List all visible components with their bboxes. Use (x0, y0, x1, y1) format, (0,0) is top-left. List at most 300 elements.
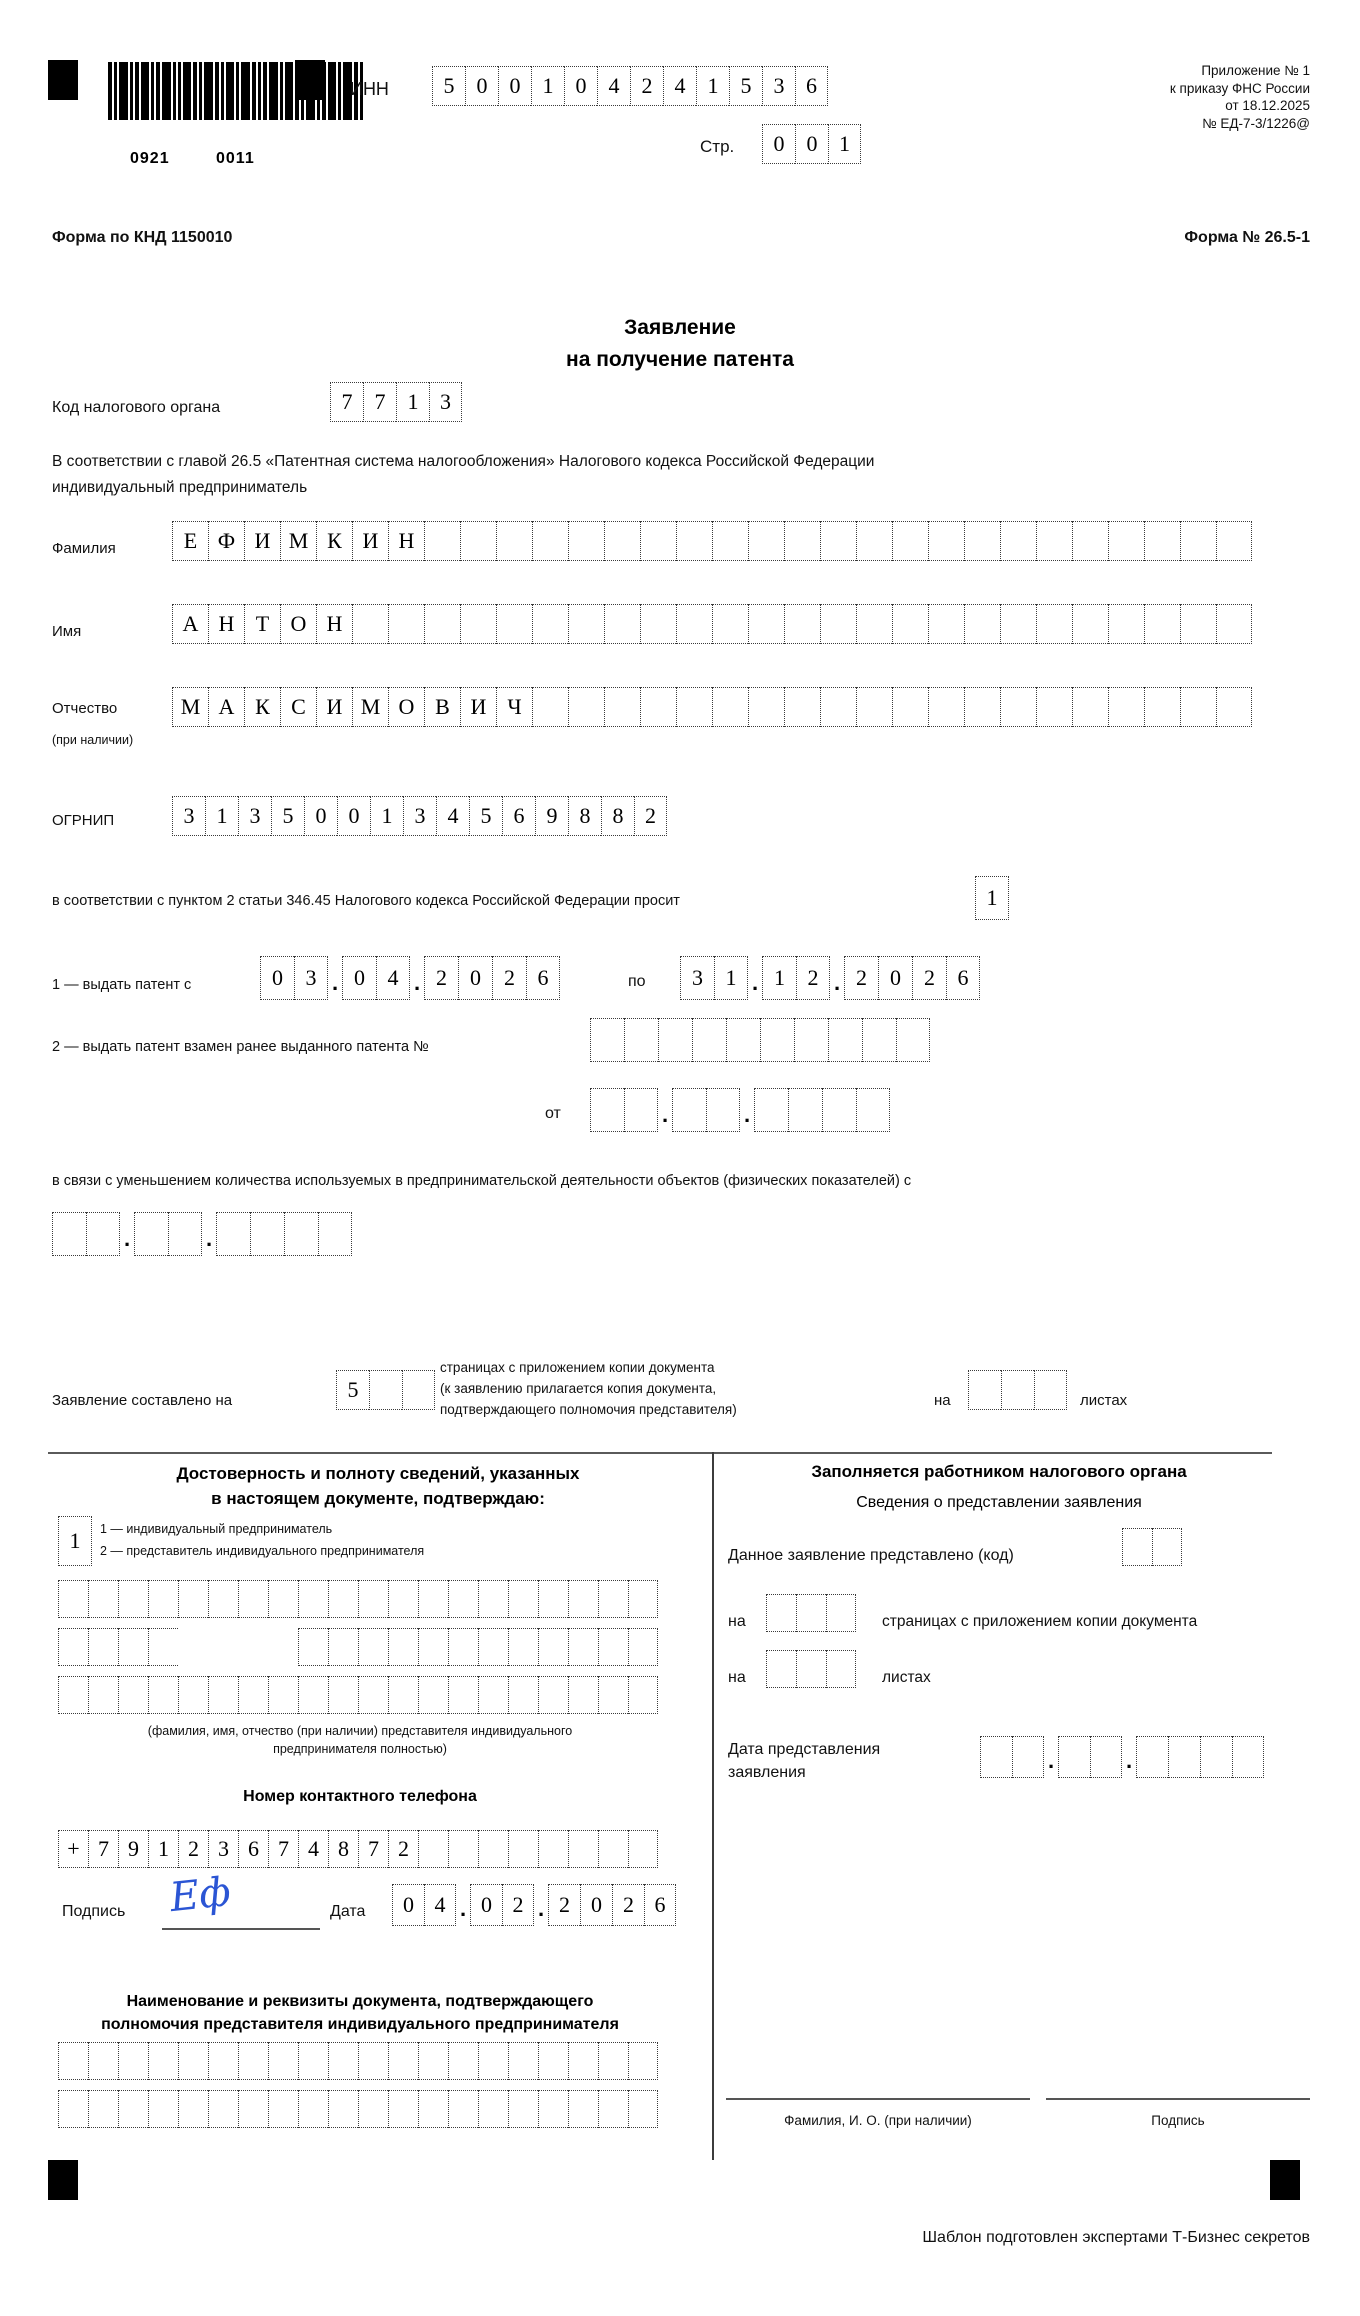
patent-date-to[interactable] (680, 956, 980, 1000)
reduction-date-year[interactable] (216, 1212, 352, 1256)
authority-doc-cell[interactable] (58, 2042, 88, 2080)
name-cell[interactable] (928, 604, 964, 644)
sign-date-year[interactable] (548, 1884, 676, 1926)
representative-name-cell[interactable] (448, 1580, 478, 1618)
sign-date-day[interactable] (392, 1884, 456, 1926)
inn-cell[interactable]: 3 (762, 66, 795, 106)
sheets-cell[interactable] (1034, 1370, 1067, 1410)
authority-doc-cell[interactable] (118, 2090, 148, 2128)
surname-cell[interactable]: И (244, 521, 280, 561)
page-number-field[interactable] (762, 124, 861, 164)
representative-name-cell[interactable] (358, 1580, 388, 1618)
date-cell[interactable]: 0 (458, 956, 492, 1000)
patronymic-cell[interactable] (820, 687, 856, 727)
surname-cell[interactable] (820, 521, 856, 561)
previous-patent-cell[interactable] (760, 1018, 794, 1062)
representative-name-cell[interactable] (598, 1676, 628, 1714)
previous-patent-cell[interactable] (896, 1018, 930, 1062)
authority-doc-cell[interactable] (298, 2042, 328, 2080)
authority-doc-row-1[interactable] (58, 2042, 658, 2080)
surname-cell[interactable] (460, 521, 496, 561)
date-from-year[interactable] (424, 956, 560, 1000)
ogrnip-cell[interactable]: 0 (304, 796, 337, 836)
date-cell[interactable] (1136, 1736, 1168, 1778)
inn-cell[interactable]: 5 (432, 66, 465, 106)
phone-cell[interactable]: 1 (148, 1830, 178, 1868)
date-cell[interactable]: 6 (644, 1884, 676, 1926)
ogrnip-cell[interactable]: 8 (568, 796, 601, 836)
inn-cell[interactable]: 6 (795, 66, 828, 106)
authority-doc-cell[interactable] (538, 2042, 568, 2080)
date-cell[interactable]: 0 (878, 956, 912, 1000)
representative-name-cell[interactable] (418, 1628, 448, 1666)
representative-name-cell[interactable] (478, 1676, 508, 1714)
representative-name-cell[interactable] (478, 1580, 508, 1618)
phone-cell[interactable] (478, 1830, 508, 1868)
patronymic-cell[interactable]: И (460, 687, 496, 727)
representative-name-cell[interactable] (628, 1580, 658, 1618)
authority-doc-cell[interactable] (568, 2090, 598, 2128)
inn-cell[interactable]: 1 (531, 66, 564, 106)
patronymic-cell[interactable] (712, 687, 748, 727)
surname-cell[interactable] (1036, 521, 1072, 561)
patronymic-cell[interactable] (748, 687, 784, 727)
ogrnip-field[interactable] (172, 796, 667, 836)
authority-doc-cell[interactable] (118, 2042, 148, 2080)
tax-authority-cell[interactable]: 3 (429, 382, 462, 422)
official-date-year[interactable] (1136, 1736, 1264, 1778)
authority-doc-cell[interactable] (328, 2090, 358, 2128)
authority-doc-row-2[interactable] (58, 2090, 658, 2128)
authority-doc-cell[interactable] (418, 2042, 448, 2080)
authority-doc-cell[interactable] (628, 2042, 658, 2080)
name-cell[interactable] (1036, 604, 1072, 644)
phone-cell[interactable]: 2 (178, 1830, 208, 1868)
authority-doc-cell[interactable] (478, 2042, 508, 2080)
name-cell[interactable] (1144, 604, 1180, 644)
representative-name-cell[interactable] (148, 1676, 178, 1714)
surname-cell[interactable] (784, 521, 820, 561)
authority-doc-cell[interactable] (208, 2042, 238, 2080)
date-cell[interactable]: 2 (492, 956, 526, 1000)
previous-patent-cell[interactable] (726, 1018, 760, 1062)
pages-cell[interactable] (402, 1370, 435, 1410)
representative-name-cell[interactable] (298, 1676, 328, 1714)
official-sheets-cell[interactable] (766, 1650, 796, 1688)
representative-name-cell[interactable] (88, 1628, 118, 1666)
submitted-cell[interactable] (1152, 1528, 1182, 1566)
representative-name-row-1[interactable] (58, 1580, 658, 1618)
representative-name-cell[interactable] (538, 1676, 568, 1714)
phone-cell[interactable]: 3 (208, 1830, 238, 1868)
authority-doc-cell[interactable] (238, 2042, 268, 2080)
date-cell[interactable] (1058, 1736, 1090, 1778)
composition-pages-field[interactable] (336, 1370, 435, 1410)
name-cell[interactable] (388, 604, 424, 644)
official-pages-cell[interactable] (796, 1594, 826, 1632)
surname-cell[interactable]: Ф (208, 521, 244, 561)
authority-doc-cell[interactable] (388, 2090, 418, 2128)
representative-name-cell[interactable] (508, 1628, 538, 1666)
ogrnip-cell[interactable]: 9 (535, 796, 568, 836)
phone-cell[interactable]: 6 (238, 1830, 268, 1868)
date-cell[interactable] (86, 1212, 120, 1256)
page-cell[interactable]: 0 (795, 124, 828, 164)
official-date-day[interactable] (980, 1736, 1044, 1778)
authority-doc-cell[interactable] (148, 2042, 178, 2080)
pages-cell[interactable]: 5 (336, 1370, 369, 1410)
surname-cell[interactable] (856, 521, 892, 561)
representative-name-cell[interactable] (268, 1676, 298, 1714)
representative-name-cell[interactable] (208, 1580, 238, 1618)
authority-doc-cell[interactable] (478, 2090, 508, 2128)
patronymic-cell[interactable] (1036, 687, 1072, 727)
representative-name-cell[interactable] (298, 1580, 328, 1618)
representative-name-cell[interactable] (388, 1676, 418, 1714)
representative-name-cell[interactable] (58, 1676, 88, 1714)
inn-cell[interactable]: 5 (729, 66, 762, 106)
patent-date-from[interactable] (260, 956, 560, 1000)
name-field[interactable] (172, 604, 1252, 644)
authority-doc-cell[interactable] (58, 2090, 88, 2128)
authority-doc-cell[interactable] (598, 2090, 628, 2128)
date-cell[interactable] (672, 1088, 706, 1132)
representative-name-cell[interactable] (328, 1676, 358, 1714)
patronymic-cell[interactable]: О (388, 687, 424, 727)
tax-authority-cell[interactable]: 1 (396, 382, 429, 422)
date-cell[interactable] (754, 1088, 788, 1132)
authority-doc-cell[interactable] (508, 2090, 538, 2128)
date-cell[interactable] (590, 1088, 624, 1132)
official-pages-cell[interactable] (766, 1594, 796, 1632)
patronymic-field[interactable] (172, 687, 1252, 727)
inn-cell[interactable]: 2 (630, 66, 663, 106)
date-cell[interactable]: 2 (548, 1884, 580, 1926)
surname-cell[interactable] (1216, 521, 1252, 561)
sign-date-month[interactable] (470, 1884, 534, 1926)
surname-cell[interactable]: И (352, 521, 388, 561)
representative-name-cell[interactable] (238, 1676, 268, 1714)
date-cell[interactable] (706, 1088, 740, 1132)
date-cell[interactable] (168, 1212, 202, 1256)
phone-cell[interactable] (508, 1830, 538, 1868)
phone-cell[interactable] (598, 1830, 628, 1868)
date-cell[interactable] (856, 1088, 890, 1132)
official-submitted-field[interactable] (1122, 1528, 1182, 1566)
authority-doc-cell[interactable] (358, 2042, 388, 2080)
ogrnip-cell[interactable]: 4 (436, 796, 469, 836)
inn-cell[interactable]: 0 (465, 66, 498, 106)
date-from-day[interactable] (260, 956, 328, 1000)
patronymic-cell[interactable]: М (172, 687, 208, 727)
date-cell[interactable] (250, 1212, 284, 1256)
date-cell[interactable] (134, 1212, 168, 1256)
representative-name-cell[interactable] (538, 1628, 568, 1666)
representative-name-cell[interactable] (118, 1676, 148, 1714)
date-to-year[interactable] (844, 956, 980, 1000)
sheets-cell[interactable] (968, 1370, 1001, 1410)
authority-doc-cell[interactable] (148, 2090, 178, 2128)
composition-sheets-field[interactable] (968, 1370, 1067, 1410)
surname-cell[interactable] (1072, 521, 1108, 561)
patronymic-cell[interactable] (1180, 687, 1216, 727)
representative-name-cell[interactable] (328, 1628, 358, 1666)
prev-date-month[interactable] (672, 1088, 740, 1132)
signature-date[interactable] (392, 1884, 676, 1926)
patronymic-cell[interactable] (640, 687, 676, 727)
authority-doc-cell[interactable] (268, 2090, 298, 2128)
representative-name-cell[interactable] (208, 1676, 238, 1714)
inn-cell[interactable]: 4 (663, 66, 696, 106)
name-cell[interactable] (352, 604, 388, 644)
page-cell[interactable]: 0 (762, 124, 795, 164)
surname-cell[interactable] (496, 521, 532, 561)
authority-doc-cell[interactable] (268, 2042, 298, 2080)
date-cell[interactable]: 2 (796, 956, 830, 1000)
surname-cell[interactable] (424, 521, 460, 561)
date-cell[interactable]: 2 (502, 1884, 534, 1926)
name-cell[interactable] (640, 604, 676, 644)
patronymic-cell[interactable]: И (316, 687, 352, 727)
authority-doc-cell[interactable] (418, 2090, 448, 2128)
date-cell[interactable]: 6 (526, 956, 560, 1000)
previous-patent-cell[interactable] (590, 1018, 624, 1062)
patronymic-cell[interactable]: В (424, 687, 460, 727)
date-cell[interactable]: 6 (946, 956, 980, 1000)
phone-cell[interactable] (538, 1830, 568, 1868)
surname-cell[interactable] (1180, 521, 1216, 561)
name-cell[interactable]: Т (244, 604, 280, 644)
surname-cell[interactable]: М (280, 521, 316, 561)
patronymic-cell[interactable] (784, 687, 820, 727)
representative-name-cell[interactable] (478, 1628, 508, 1666)
name-cell[interactable] (964, 604, 1000, 644)
authority-doc-cell[interactable] (88, 2042, 118, 2080)
name-cell[interactable]: Н (208, 604, 244, 644)
representative-name-cell[interactable] (508, 1580, 538, 1618)
date-cell[interactable]: 4 (424, 1884, 456, 1926)
ogrnip-cell[interactable]: 6 (502, 796, 535, 836)
previous-patent-cell[interactable] (658, 1018, 692, 1062)
representative-name-cell[interactable] (268, 1580, 298, 1618)
previous-patent-cell[interactable] (624, 1018, 658, 1062)
name-cell[interactable] (460, 604, 496, 644)
name-cell[interactable] (532, 604, 568, 644)
surname-cell[interactable] (748, 521, 784, 561)
patronymic-cell[interactable] (1000, 687, 1036, 727)
date-cell[interactable] (52, 1212, 86, 1256)
ogrnip-cell[interactable]: 3 (172, 796, 205, 836)
representative-name-cell[interactable] (568, 1580, 598, 1618)
surname-cell[interactable] (532, 521, 568, 561)
phone-cell[interactable]: 2 (388, 1830, 418, 1868)
date-to-day[interactable] (680, 956, 748, 1000)
name-cell[interactable] (424, 604, 460, 644)
representative-name-cell[interactable] (298, 1628, 328, 1666)
tax-authority-cell[interactable]: 7 (363, 382, 396, 422)
reduction-date-month[interactable] (134, 1212, 202, 1256)
representative-name-cell[interactable] (358, 1676, 388, 1714)
representative-name-cell[interactable] (178, 1628, 208, 1666)
patronymic-cell[interactable]: М (352, 687, 388, 727)
prev-date-day[interactable] (590, 1088, 658, 1132)
date-cell[interactable] (1168, 1736, 1200, 1778)
surname-cell[interactable] (640, 521, 676, 561)
official-pages-cell[interactable] (826, 1594, 856, 1632)
representative-name-cell[interactable] (58, 1580, 88, 1618)
inn-cell[interactable]: 0 (498, 66, 531, 106)
representative-name-cell[interactable] (628, 1628, 658, 1666)
official-submission-date[interactable] (980, 1736, 1264, 1778)
inn-cell[interactable]: 1 (696, 66, 729, 106)
representative-name-cell[interactable] (568, 1628, 598, 1666)
patronymic-cell[interactable] (928, 687, 964, 727)
date-cell[interactable] (1200, 1736, 1232, 1778)
name-cell[interactable]: А (172, 604, 208, 644)
surname-cell[interactable] (1144, 521, 1180, 561)
representative-name-cell[interactable] (388, 1580, 418, 1618)
phone-cell[interactable]: 7 (88, 1830, 118, 1868)
patronymic-cell[interactable]: Ч (496, 687, 532, 727)
date-cell[interactable]: 2 (612, 1884, 644, 1926)
prev-date-year[interactable] (754, 1088, 890, 1132)
representative-name-cell[interactable] (328, 1580, 358, 1618)
ogrnip-cell[interactable]: 3 (403, 796, 436, 836)
phone-cell[interactable]: + (58, 1830, 88, 1868)
patronymic-cell[interactable] (532, 687, 568, 727)
name-cell[interactable] (1216, 604, 1252, 644)
previous-patent-cell[interactable] (862, 1018, 896, 1062)
name-cell[interactable] (1000, 604, 1036, 644)
date-cell[interactable] (1090, 1736, 1122, 1778)
surname-cell[interactable]: Н (388, 521, 424, 561)
authority-doc-cell[interactable] (598, 2042, 628, 2080)
patronymic-cell[interactable] (568, 687, 604, 727)
patronymic-cell[interactable]: К (244, 687, 280, 727)
representative-name-cell[interactable] (598, 1628, 628, 1666)
inn-cell[interactable]: 0 (564, 66, 597, 106)
surname-cell[interactable]: К (316, 521, 352, 561)
official-sheets-cell[interactable] (826, 1650, 856, 1688)
phone-cell[interactable]: 8 (328, 1830, 358, 1868)
representative-name-cell[interactable] (358, 1628, 388, 1666)
representative-name-cell[interactable] (238, 1580, 268, 1618)
date-to-month[interactable] (762, 956, 830, 1000)
representative-name-cell[interactable] (448, 1676, 478, 1714)
authority-doc-cell[interactable] (538, 2090, 568, 2128)
previous-patent-date[interactable] (590, 1088, 890, 1132)
date-from-month[interactable] (342, 956, 410, 1000)
phone-cell[interactable] (448, 1830, 478, 1868)
representative-name-cell[interactable] (178, 1580, 208, 1618)
submitted-cell[interactable] (1122, 1528, 1152, 1566)
name-cell[interactable] (892, 604, 928, 644)
representative-name-cell[interactable] (568, 1676, 598, 1714)
representative-name-cell[interactable] (508, 1676, 538, 1714)
date-cell[interactable] (318, 1212, 352, 1256)
previous-patent-number-field[interactable] (590, 1018, 930, 1062)
representative-name-cell[interactable] (118, 1580, 148, 1618)
representative-name-cell[interactable] (118, 1628, 148, 1666)
name-cell[interactable] (712, 604, 748, 644)
representative-name-cell[interactable] (418, 1676, 448, 1714)
patronymic-cell[interactable] (964, 687, 1000, 727)
authority-doc-cell[interactable] (628, 2090, 658, 2128)
date-cell[interactable]: 0 (470, 1884, 502, 1926)
authority-doc-cell[interactable] (568, 2042, 598, 2080)
patronymic-cell[interactable] (856, 687, 892, 727)
representative-name-cell[interactable] (88, 1580, 118, 1618)
authority-doc-cell[interactable] (178, 2042, 208, 2080)
date-cell[interactable] (822, 1088, 856, 1132)
representative-name-cell[interactable] (178, 1676, 208, 1714)
authority-doc-cell[interactable] (508, 2042, 538, 2080)
phone-cell[interactable]: 9 (118, 1830, 148, 1868)
clause-code-box[interactable]: 1 (975, 876, 1009, 920)
surname-cell[interactable] (712, 521, 748, 561)
surname-cell[interactable] (964, 521, 1000, 561)
date-cell[interactable] (284, 1212, 318, 1256)
authority-doc-cell[interactable] (448, 2042, 478, 2080)
phone-cell[interactable] (568, 1830, 598, 1868)
reduction-date[interactable] (52, 1212, 352, 1256)
surname-cell[interactable] (568, 521, 604, 561)
phone-cell[interactable]: 7 (268, 1830, 298, 1868)
date-cell[interactable] (1232, 1736, 1264, 1778)
authority-doc-cell[interactable] (328, 2042, 358, 2080)
ogrnip-cell[interactable]: 5 (469, 796, 502, 836)
previous-patent-cell[interactable] (692, 1018, 726, 1062)
name-cell[interactable] (784, 604, 820, 644)
representative-name-cell[interactable] (418, 1580, 448, 1618)
authority-doc-cell[interactable] (178, 2090, 208, 2128)
representative-name-cell[interactable] (148, 1580, 178, 1618)
representative-name-cell[interactable] (208, 1628, 238, 1666)
patronymic-cell[interactable] (1108, 687, 1144, 727)
representative-name-cell[interactable] (238, 1628, 268, 1666)
page-cell[interactable]: 1 (828, 124, 861, 164)
name-cell[interactable] (748, 604, 784, 644)
name-cell[interactable] (496, 604, 532, 644)
patronymic-cell[interactable] (1144, 687, 1180, 727)
ogrnip-cell[interactable]: 3 (238, 796, 271, 836)
official-pages-field[interactable] (766, 1594, 856, 1632)
patronymic-cell[interactable] (604, 687, 640, 727)
authority-doc-cell[interactable] (238, 2090, 268, 2128)
inn-field[interactable] (432, 66, 828, 106)
surname-cell[interactable] (892, 521, 928, 561)
patronymic-cell[interactable] (1216, 687, 1252, 727)
phone-cell[interactable]: 7 (358, 1830, 388, 1868)
patronymic-cell[interactable] (676, 687, 712, 727)
surname-cell[interactable] (1000, 521, 1036, 561)
representative-name-cell[interactable] (388, 1628, 418, 1666)
date-cell[interactable]: 0 (392, 1884, 424, 1926)
date-cell[interactable] (788, 1088, 822, 1132)
ogrnip-cell[interactable]: 0 (337, 796, 370, 836)
representative-name-cell[interactable] (598, 1580, 628, 1618)
date-cell[interactable]: 0 (260, 956, 294, 1000)
date-cell[interactable] (1012, 1736, 1044, 1778)
date-cell[interactable]: 3 (294, 956, 328, 1000)
phone-field[interactable] (58, 1830, 658, 1868)
date-cell[interactable]: 1 (762, 956, 796, 1000)
date-cell[interactable]: 0 (580, 1884, 612, 1926)
ogrnip-cell[interactable]: 1 (205, 796, 238, 836)
phone-cell[interactable] (418, 1830, 448, 1868)
patronymic-cell[interactable]: С (280, 687, 316, 727)
name-cell[interactable] (820, 604, 856, 644)
